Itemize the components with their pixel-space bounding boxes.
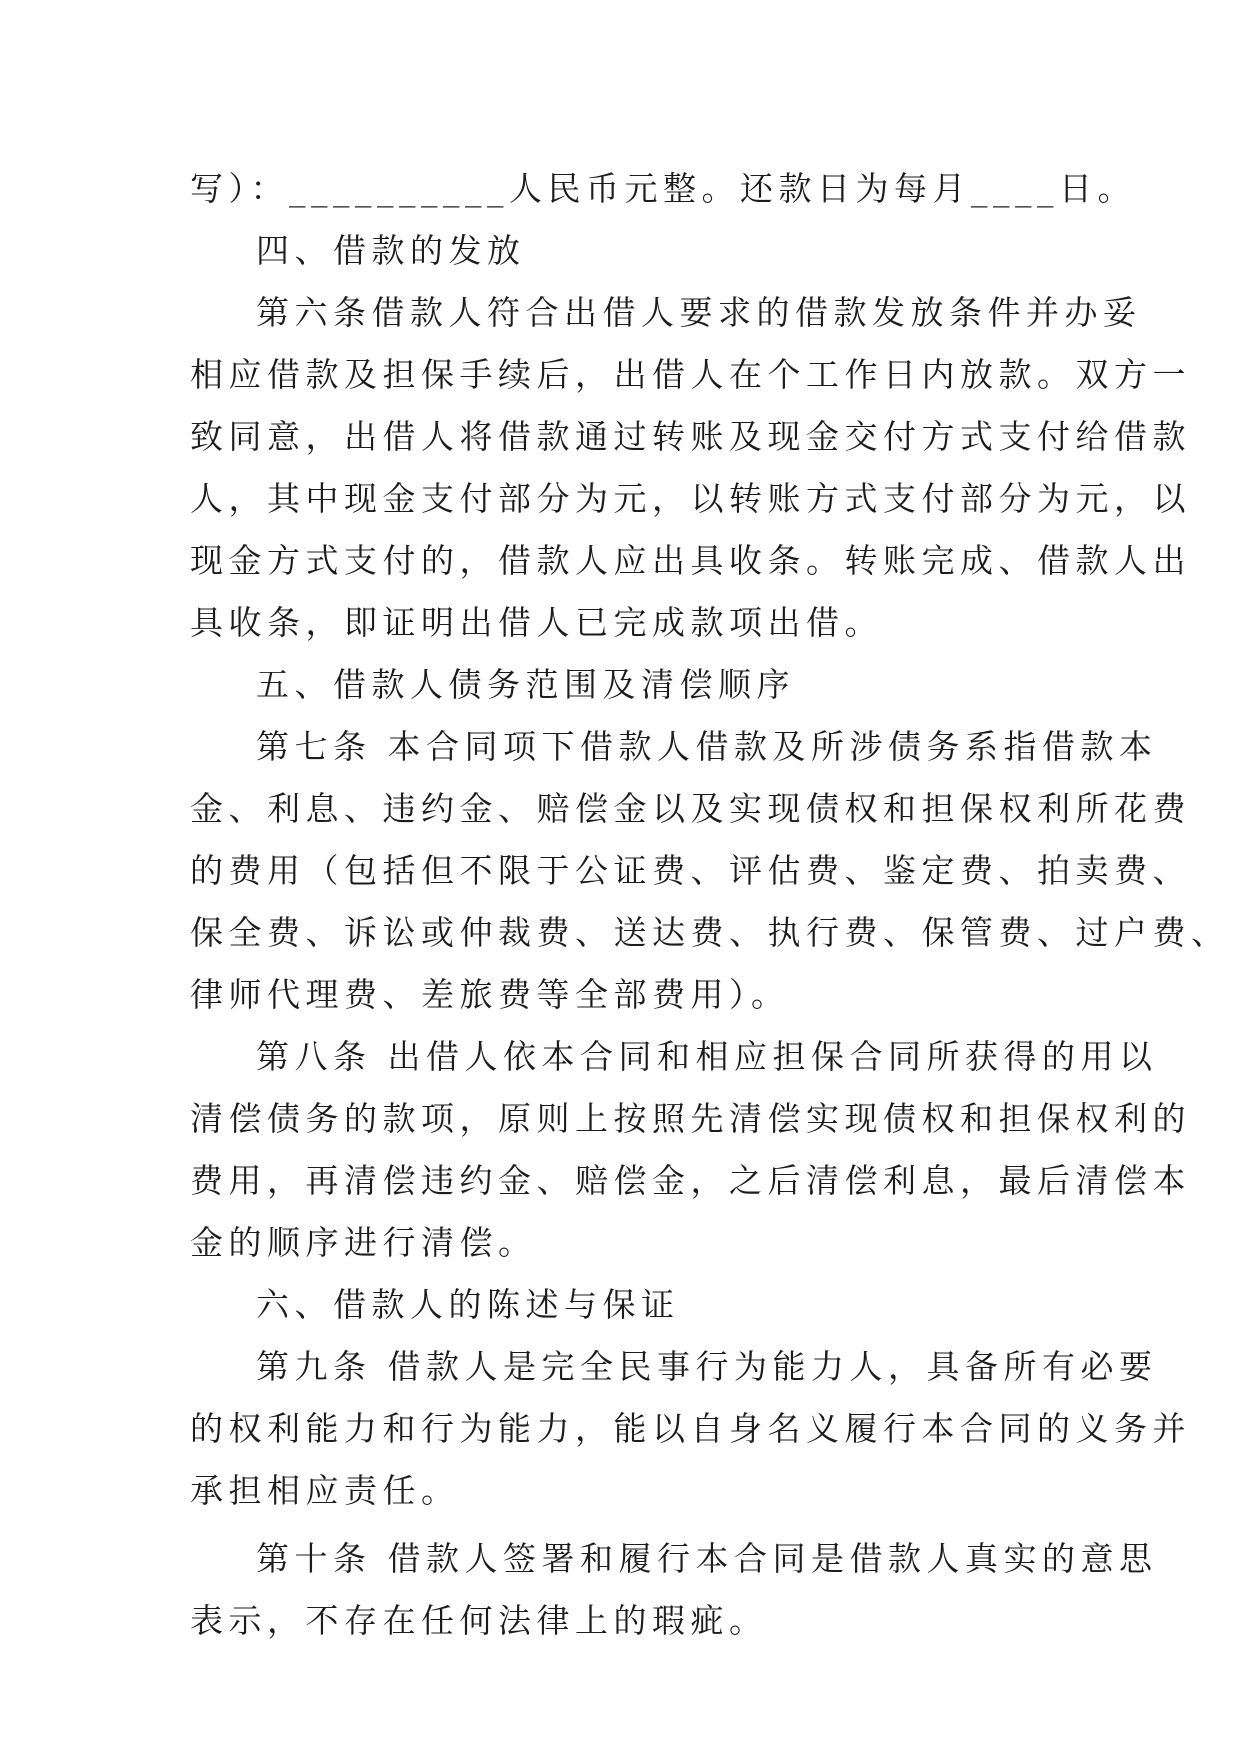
text-line: 现金方式支付的，借款人应出具收条。转账完成、借款人出 [190, 541, 1191, 580]
text-line: 清偿债务的款项，原则上按照先清偿实现债权和担保权利的 [190, 1099, 1191, 1138]
article-line: 第八条 出借人依本合同和相应担保合同所获得的用以 [256, 1037, 1158, 1076]
text-line: 的费用（包括但不限于公证费、评估费、鉴定费、拍卖费、 [190, 851, 1191, 890]
text-line: 费用，再清偿违约金、赔偿金，之后清偿利息，最后清偿本 [190, 1161, 1191, 1200]
article-line: 第十条 借款人签署和履行本合同是借款人真实的意思 [256, 1539, 1158, 1578]
section-heading: 六、借款人的陈述与保证 [256, 1285, 680, 1324]
text-line: 相应借款及担保手续后，出借人在个工作日内放款。双方一 [190, 355, 1191, 394]
text-line: 金的顺序进行清偿。 [190, 1223, 537, 1262]
text-line: 写）：__________人民币元整。还款日为每月____日。 [190, 169, 1136, 208]
section-heading: 五、借款人债务范围及清偿顺序 [256, 665, 795, 704]
text-line: 律师代理费、差旅费等全部费用）。 [190, 975, 790, 1014]
text-line: 致同意，出借人将借款通过转账及现金交付方式支付给借款 [190, 417, 1191, 456]
section-heading: 四、借款的发放 [256, 231, 526, 270]
text-line: 保全费、诉讼或仲裁费、送达费、执行费、保管费、过户费、 [190, 913, 1230, 952]
article-line: 第六条借款人符合出借人要求的借款发放条件并办妥 [256, 293, 1142, 332]
text-line: 具收条，即证明出借人已完成款项出借。 [190, 603, 883, 642]
text-line: 承担相应责任。 [190, 1471, 460, 1510]
text-line: 的权利能力和行为能力，能以自身名义履行本合同的义务并 [190, 1409, 1191, 1448]
article-line: 第七条 本合同项下借款人借款及所涉债务系指借款本 [256, 727, 1158, 766]
text-line: 金、利息、违约金、赔偿金以及实现债权和担保权利所花费 [190, 789, 1191, 828]
text-line: 人，其中现金支付部分为元，以转账方式支付部分为元，以 [190, 479, 1191, 518]
article-line: 第九条 借款人是完全民事行为能力人，具备所有必要 [256, 1347, 1158, 1386]
text-line: 表示，不存在任何法律上的瑕疵。 [190, 1601, 768, 1640]
document-body [190, 158, 1230, 1652]
